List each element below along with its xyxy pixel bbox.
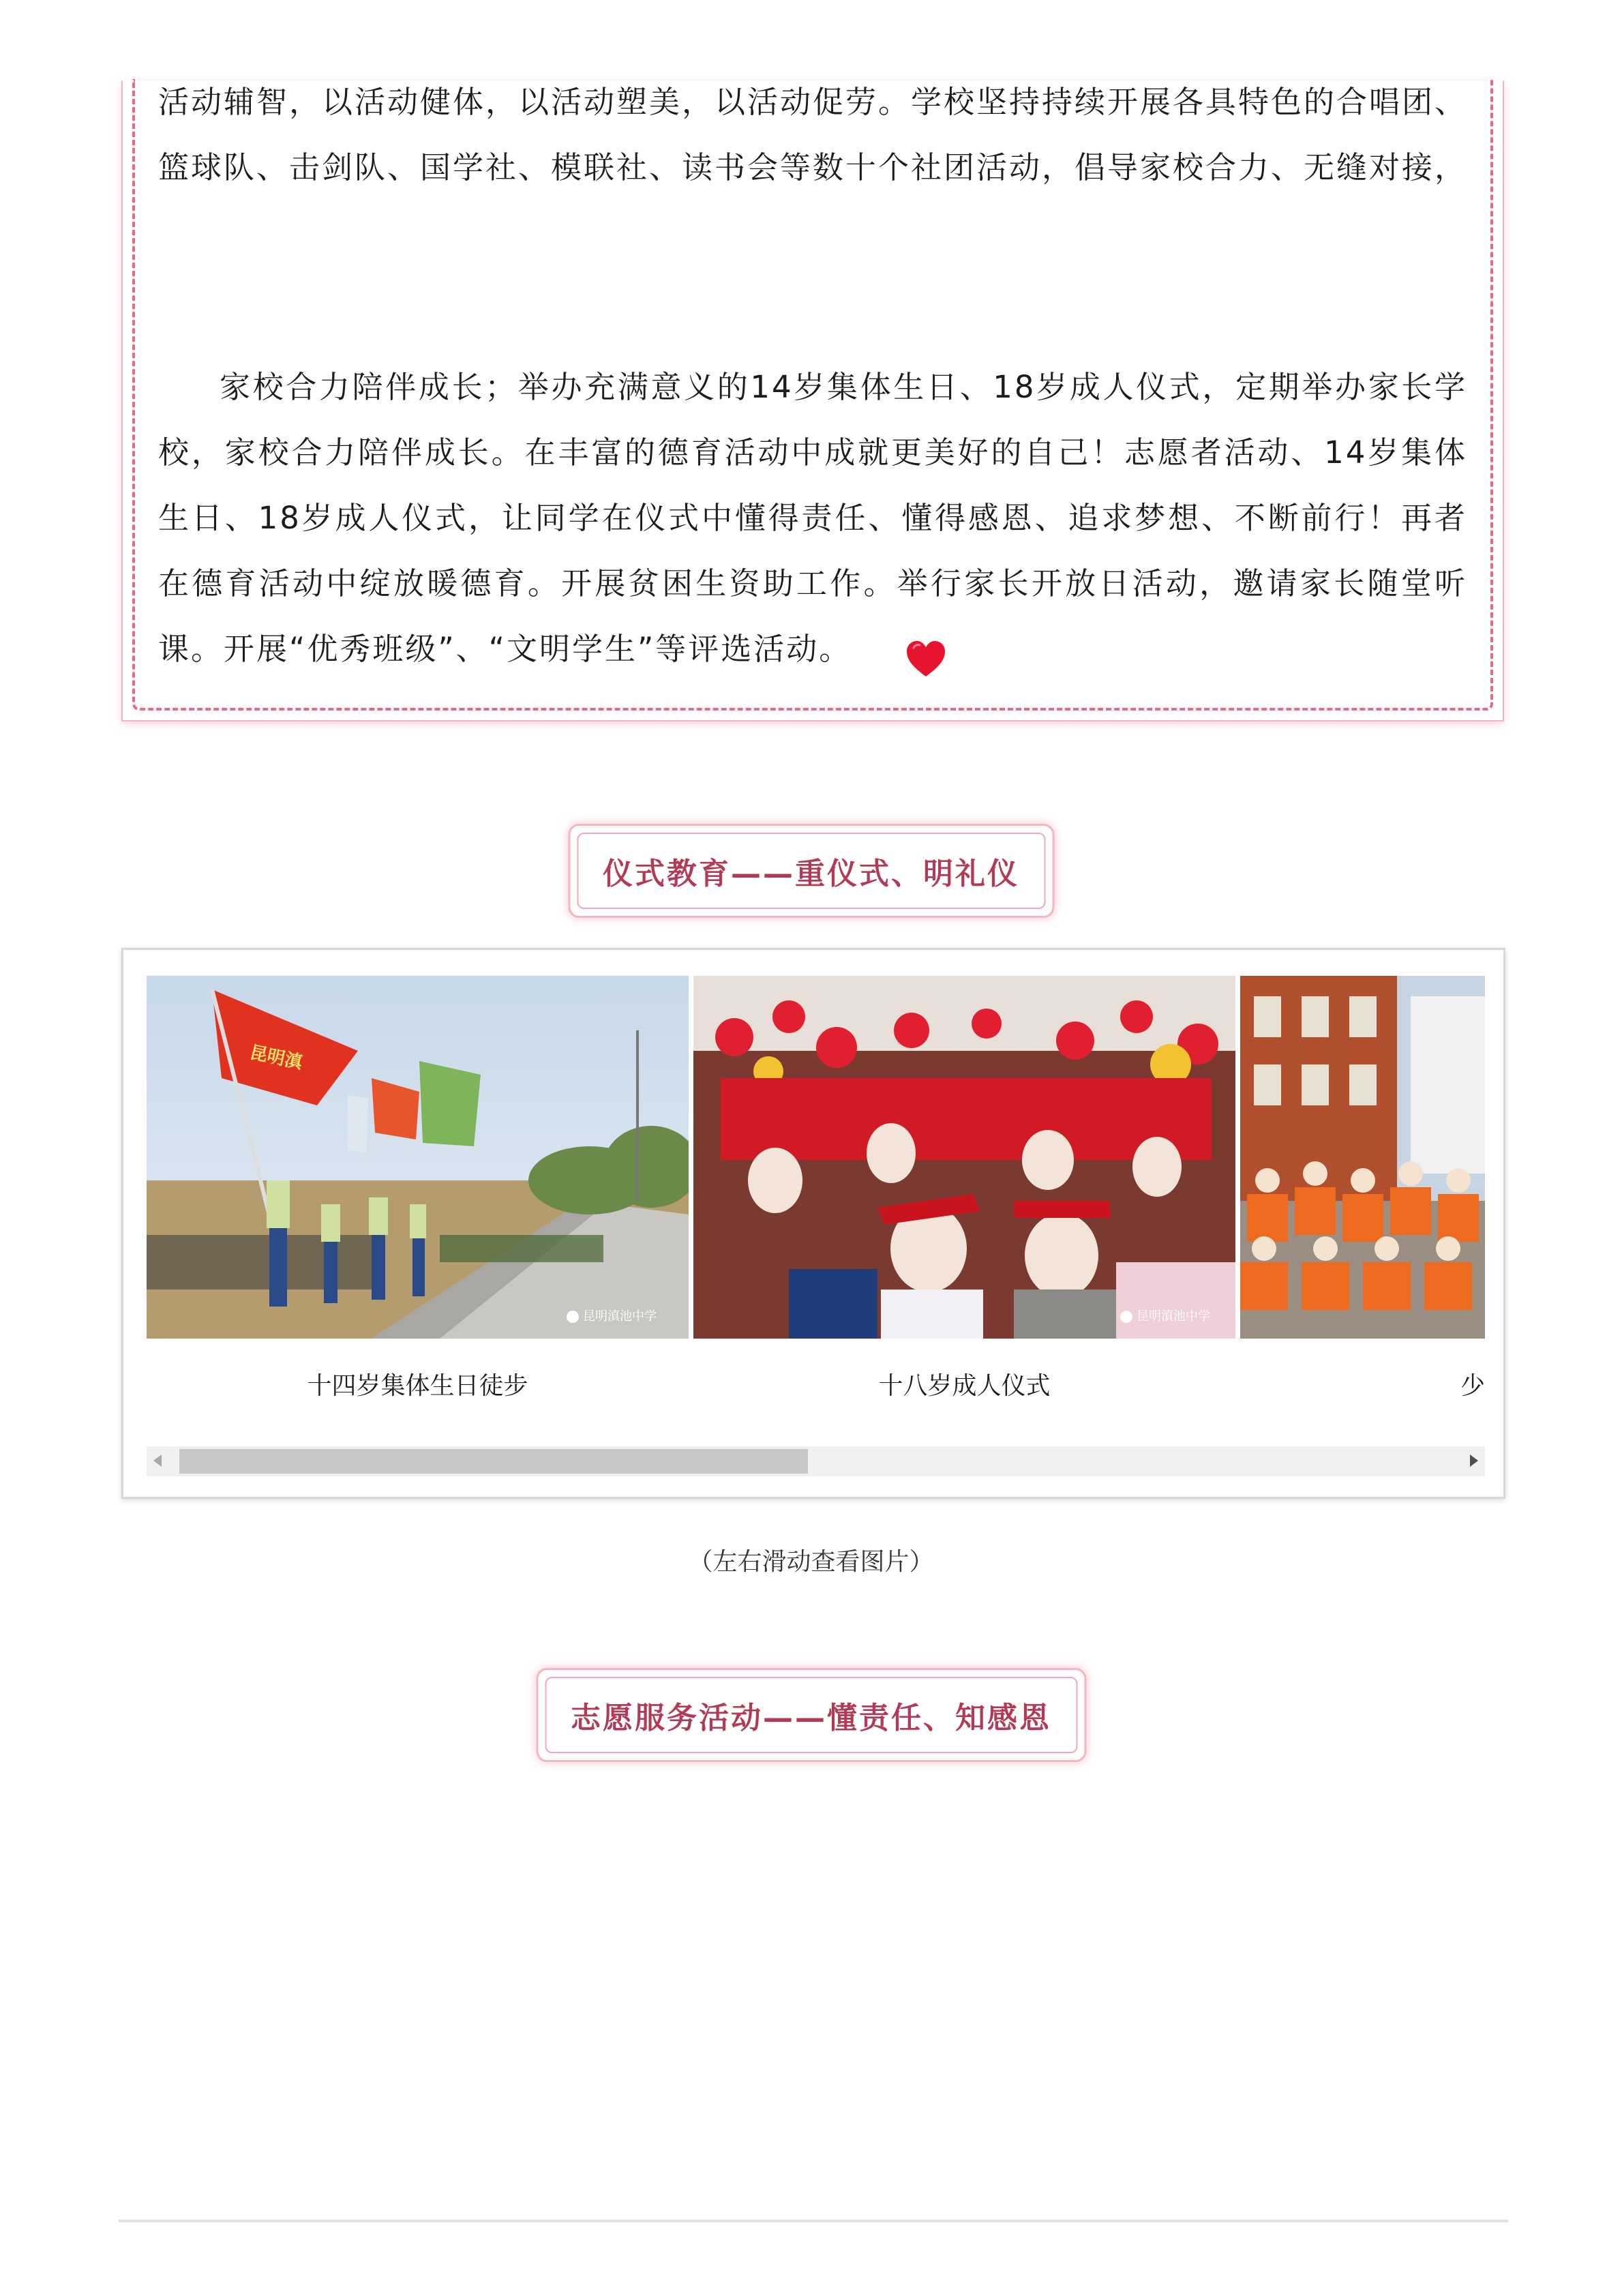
section-heading-volunteer — [536, 1668, 1086, 1762]
flag-text: 昆明滇 — [247, 1042, 305, 1074]
gallery-caption: 十八岁成人仪式 — [878, 1372, 1051, 1400]
chevron-left-icon[interactable] — [153, 1455, 162, 1467]
horizontal-scrollbar[interactable] — [147, 1446, 1485, 1476]
photo-gallery[interactable] — [121, 948, 1505, 1499]
scrollbar-thumb[interactable] — [179, 1449, 808, 1474]
paragraph-activities: 活动辅智，以活动健体，以活动塑美，以活动促劳。学校坚持持续开展各具特色的合唱团、篮球队、击剑队、国学社、模联社、读书会等数十个社团活动，倡导家校合力、无缝对接， — [158, 84, 1468, 185]
gallery-track[interactable] — [147, 976, 1485, 1412]
section-heading-ritual — [568, 824, 1054, 918]
section-title-volunteer: 志愿服务活动——懂责任、知感恩 — [545, 1677, 1077, 1753]
gallery-photo-youth[interactable] — [1240, 976, 1485, 1339]
gallery-photo-hike[interactable] — [147, 976, 689, 1339]
footer-divider — [119, 2220, 1508, 2222]
paragraph-home-school: 家校合力陪伴成长；举办充满意义的14岁集体生日、18岁成人仪式，定期举办家长学校，家校合力陪伴成长。在丰富的德育活动中成就更美好的自己！志愿者活动、14岁集体生日、18岁成人仪式，让同学在仪式中懂得责任、懂得感恩、追求梦想、不断前行！再者在德育活动中绽放暖德育。开展贫困生资助工作。举行家长开放日活动，邀请家长随堂听课。开展“优秀班级”、“文明学生”等评选活动。 — [158, 369, 1467, 667]
gallery-photo-ceremony[interactable] — [693, 976, 1235, 1339]
section-title-ritual: 仪式教育——重仪式、明礼仪 — [577, 833, 1045, 909]
heart-icon — [905, 640, 946, 678]
gallery-caption: 十四岁集体生日徒步 — [307, 1372, 528, 1400]
scroll-hint: （左右滑动查看图片） — [688, 1548, 934, 1576]
photo-watermark: 昆明滇池中学 — [583, 1309, 657, 1324]
gallery-caption: 少 — [1460, 1372, 1485, 1400]
photo-watermark: 昆明滇池中学 — [1137, 1309, 1210, 1324]
chevron-right-icon[interactable] — [1470, 1455, 1478, 1467]
activity-text-card — [121, 80, 1504, 721]
